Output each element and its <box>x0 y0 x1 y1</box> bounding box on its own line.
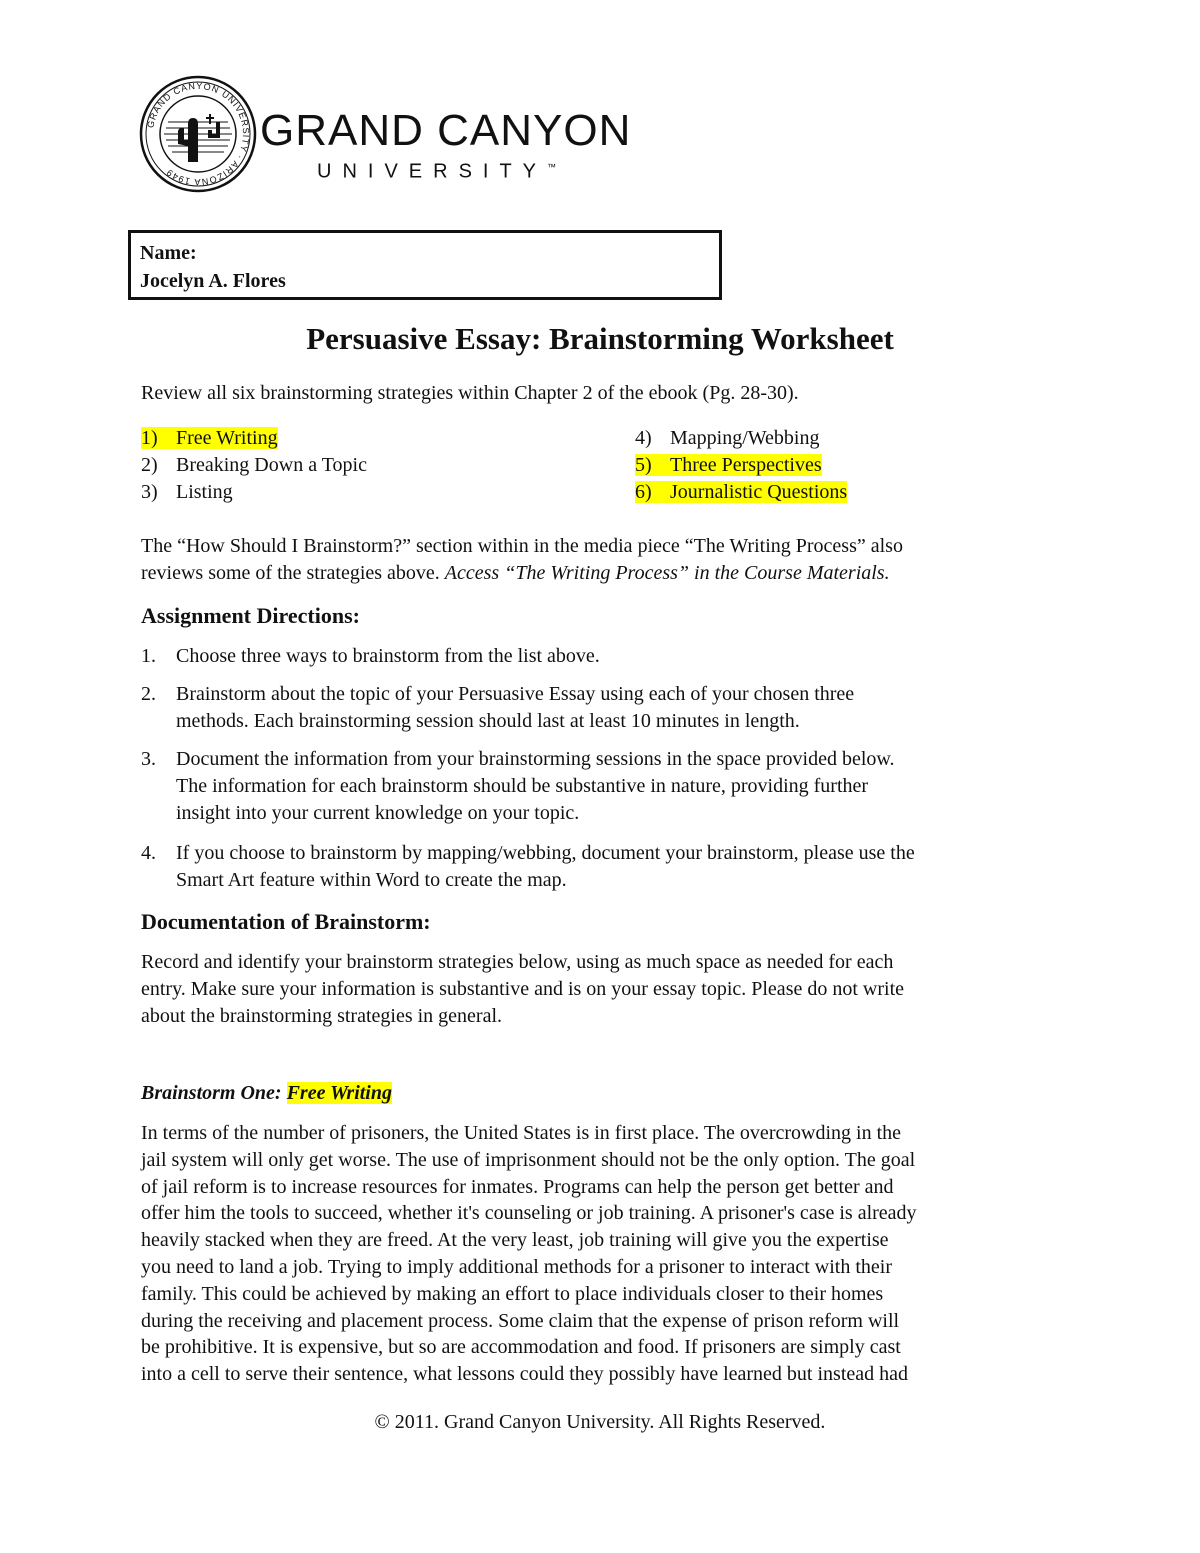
svg-text:GRAND CANYON UNIVERSITY · ARIZ: GRAND CANYON UNIVERSITY · ARIZONA 1949 <box>145 80 252 188</box>
documentation-heading: Documentation of Brainstorm: <box>141 909 431 934</box>
name-label: Name: <box>140 242 197 264</box>
strategy-item: 5) Three Perspectives <box>635 454 822 476</box>
course-materials-note: Access “The Writing Process” in the Course Materials. <box>444 562 890 584</box>
assignment-heading: Assignment Directions: <box>141 603 360 628</box>
brand-name: GRAND CANYON <box>260 106 632 155</box>
brand-subtitle: UNIVERSITY™ <box>317 160 557 183</box>
media-note-line: The “How Should I Brainstorm?” section within in the media piece “The Writing Process” also <box>141 535 903 557</box>
brainstorm-one-text: In terms of the number of prisoners, the United States is in first place. The overcrowding in the jail system will only get worse. The use of imprisonment should not be the only option. The goal of jail reform is to increase resources for inmates. Programs can help the person get better and offer him the tools to succeed, whether it's counseling or job training. A prisoner's case is already heavily stacked when they are freed. At the very least, job training will give you the expertise you need to land a job. Trying to imply additional methods for a prisoner to interact with their family. This could be achieved by making an effort to place individuals closer to their homes during the receiving and placement process. Some claim that the expense of prison reform will be prohibitive. It is expensive, but so are accommodation and food. If prisoners are simply cast into a cell to serve their sentence, what lessons could they possibly have learned but instead had <box>141 1122 917 1386</box>
name-box <box>128 230 722 300</box>
strategy-item: 3) Listing <box>141 481 233 503</box>
media-note-line: reviews some of the strategies above. Access “The Writing Process” in the Course Materials. <box>141 562 890 584</box>
strategy-item: 2) Breaking Down a Topic <box>141 454 367 476</box>
documentation-text: Record and identify your brainstorm strategies below, using as much space as needed for each entry. Make sure your information is substantive and is on your essay topic. Please do not write about the brainstorming strategies in general. <box>141 951 904 1027</box>
worksheet-page: GRAND CANYON UNIVERSITY · ARIZONA 1949 GRAND CANYON UNIVERSITY™ Name: Jocelyn A. Flores Persuasive Essay: Brainstorming Worksheet Review all six brainstorming strategies within Chapter 2 of the ebook (Pg. 28-30). 1) Free Writing 2) Breaking Down a Topic 3) Listing 4) Mapping/Webbing 5) Three Perspectives 6) Journalistic Questions The “How Should I Brainstorm?” section within in the media piece “The Writing Process” also reviews some of the strategies above. Access “The Writing Process” in the Course Materials. Assignment Directions: 1. Choose three ways to brainstorm from the list above. 2. Brainstorm about the topic of your Persuasive Essay using each of your chosen three methods. Each brainstorming session should last at least 10 minutes in length. 3. Document the information from your brainstorming sessions in the space provided below. The information for each brainstorm should be substantive in nature, providing further insight into your current knowledge on your topic. 4. If you choose to brainstorm by mapping/webbing, document your brainstorm, please use the Smart Art feature within Word to create the map. Documentation of Brainstorm: Record and identify your brainstorm strategies below, using as much space as needed for each entry. Make sure your information is substantive and is on your essay topic. Please do not write about the brainstorming strategies in general. Brainstorm One: Free Writing In terms of the number of prisoners, the United States is in first place. The overcrowding in the jail system will only get worse. The use of imprisonment should not be the only option. The goal of jail reform is to increase resources for inmates. Programs can help the person get better and offer him the tools to succeed, whether it's counseling or job training. A prisoner's case is already heavily stacked when they are freed. At the very least, job training will give you the expertise you need to land a job. Trying to imply additional methods for a prisoner to interact with their family. This could be achieved by making an effort to place individuals closer to their homes during the receiving and placement process. Some claim that the expense of prison reform will be prohibitive. It is expensive, but so are accommodation and food. If prisoners are simply cast into a cell to serve their sentence, what lessons could they possibly have learned but instead had © 2011. Grand Canyon University. All Rights Reserved. <box>0 0 1200 1553</box>
strategy-item: 4) Mapping/Webbing <box>635 427 820 449</box>
intro-text: Review all six brainstorming strategies within Chapter 2 of the ebook (Pg. 28-30). <box>141 382 799 404</box>
strategy-item: 6) Journalistic Questions <box>635 481 848 503</box>
page-title: Persuasive Essay: Brainstorming Worksheet <box>306 321 894 356</box>
copyright-footer: © 2011. Grand Canyon University. All Rights Reserved. <box>374 1411 826 1433</box>
strategy-item: 1) Free Writing <box>141 427 278 449</box>
brainstorm-one-heading: Brainstorm One: Free Writing <box>141 1082 392 1104</box>
student-name: Jocelyn A. Flores <box>140 270 286 292</box>
university-seal-logo <box>138 74 258 194</box>
brainstorm-one-method: Free Writing <box>286 1082 392 1104</box>
